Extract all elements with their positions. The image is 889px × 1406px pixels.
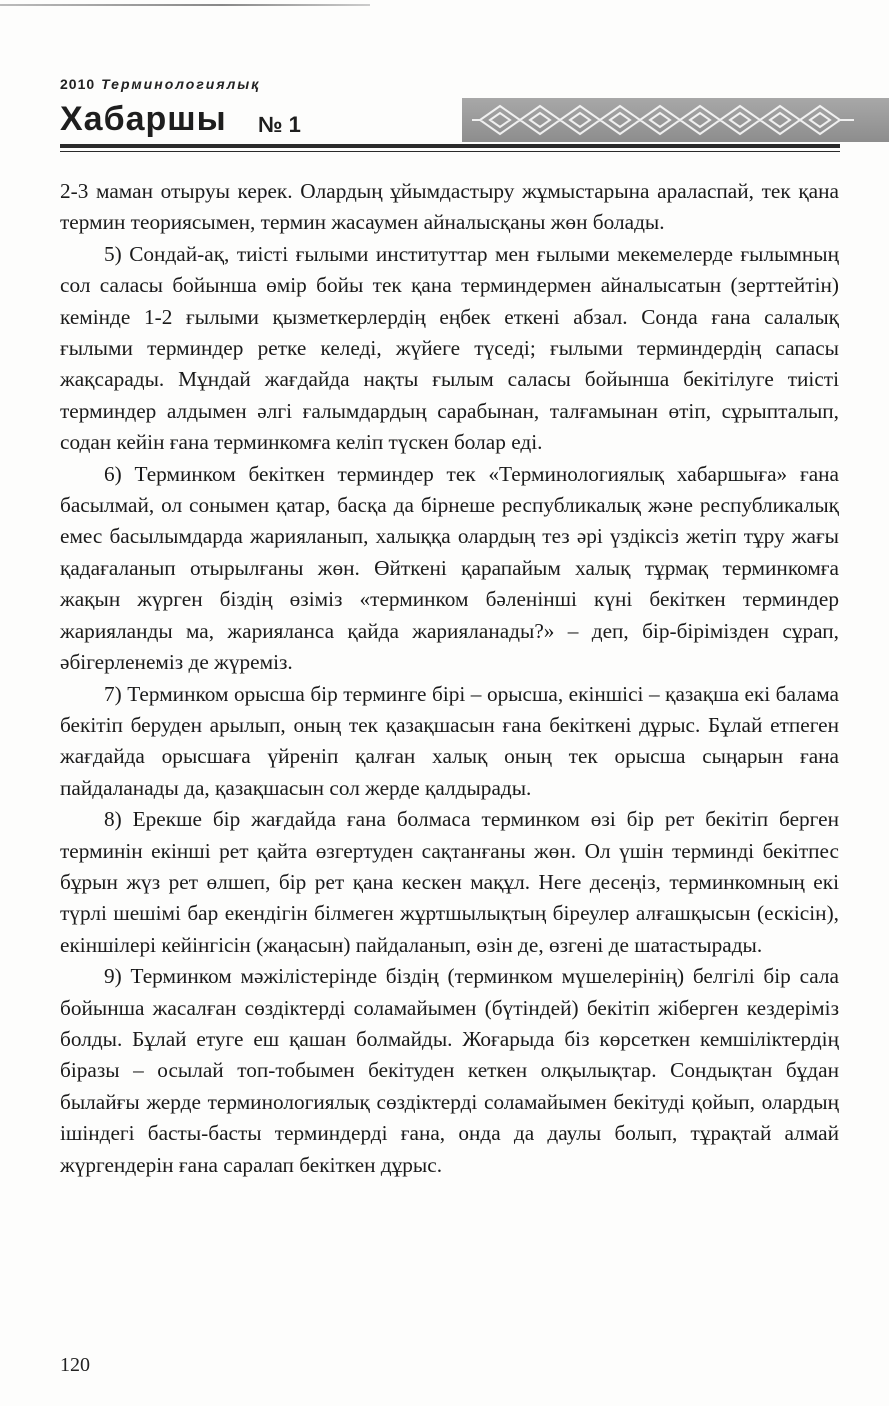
ornament-band	[462, 98, 889, 142]
paragraph: 7) Терминком орысша бір терминге бірі – орысша, екіншісі – қазақша екі балама бекітіп беруден арылып, оның тек қазақшасын ғана бекіткені дұрыс. Бұлай етпеген жағдайда орысшаға үйреніп қалған халық оның тек орысша сыңарын ғана пайдаланады да, қазақшасын сол жерде қалдырады.	[60, 681, 839, 800]
header-series: Терминологиялық	[101, 76, 261, 92]
paragraph: 9) Терминком мәжілістерінде біздің (терминком мүшелерінің) белгілі бір сала бойынша жасалған сөздіктерді соламайымен (бүтіндей) бекітіп жіберген кездеріміз болды. Бұлай етуге еш қашан болмайды. Жоғарыда біз көрсеткен кемшіліктердің біразы – осылай топ-тобымен бекітуден кеткен олқылықтар. Сондықтан бұдан былайғы жерде терминологиялық сөздіктерді соламайымен бекітуді қойып, олардың ішіндегі басты-басты терминдерді ғана, онда да даулы болып, тұрақтай алмай жүргендерін ғана саралап бекіткен дұрыс.	[60, 964, 839, 1177]
top-edge-rule	[0, 4, 370, 6]
running-header	[60, 76, 840, 146]
page-number: 120	[60, 1354, 90, 1376]
paragraph: 8) Ерекше бір жағдайда ғана болмаса терминком өзі бір рет бекітіп берген терминін екінші рет қайта өзгертуден сақтанғаны жөн. Ол үшін терминді бекітпес бұрын жүз рет өлшеп, бір рет қана кескен мақұл. Неге десеңіз, терминкомның екі түрлі шешімі бар екендігін білмеген жұртшылықтың біреулер алғашқысын (ескісін), екіншілері кейінгісін (жаңасын) пайдаланып, өзін де, өзгені де шатастырады.	[60, 807, 839, 957]
body-text	[60, 176, 839, 1181]
paragraph: 6) Терминком бекіткен терминдер тек «Терминологиялық хабаршыға» ғана басылмай, ол сонымен қатар, басқа да бірнеше республикалық және республикалық емес басылымдарда жарияланып, халыққа олардың тез әрі үздіксіз жетіп тұру жағы қадағаланып отырылғаны жөн. Өйткені қарапайым халық тұрмақ терминкомға жақын жүрген біздің өзіміз «терминком бәленінші күні бекіткен терминдер жарияланды ма, жарияланса қайда жарияланады?» – деп, бір-бірімізден сұрап, әбігерленеміз де жүреміз.	[60, 461, 839, 675]
ornament-pattern-icon	[462, 98, 889, 142]
header-title: Хабаршы	[60, 100, 227, 138]
header-rule-thin	[60, 151, 840, 152]
header-line-1	[60, 76, 840, 96]
paragraph: 2-3 маман отыруы керек. Олардың ұйымдастыру жұмыстарына араласпай, тек қана термин теориясымен, термин жасаумен айналысқаны жөн болады.	[60, 179, 839, 235]
paragraph: 5) Сондай-ақ, тиісті ғылыми институттар мен ғылыми мекемелерде ғылымның сол саласы бойынша өмір бойы тек қана терминдермен айналысатын (зерттейтін) кемінде 1-2 ғылыми қызметкерлердің еңбек еткені абзал. Сонда ғана салалық ғылыми терминдер ретке келеді, жүйеге түседі; ғылыми терминдердің сапасы жақсарады. Мұндай жағдайда нақты ғылым саласы бойынша бекітілуге тиісті терминдер алдымен әлгі ғалымдардың сарабынан, талғамынан өтіп, сұрыпталып, содан кейін ғана терминкомға келіп түскен болар еді.	[60, 241, 839, 455]
header-line-2	[60, 98, 840, 146]
header-issue-number: № 1	[258, 112, 301, 137]
header-year: 2010	[60, 76, 96, 92]
header-rule-thick	[60, 144, 840, 148]
